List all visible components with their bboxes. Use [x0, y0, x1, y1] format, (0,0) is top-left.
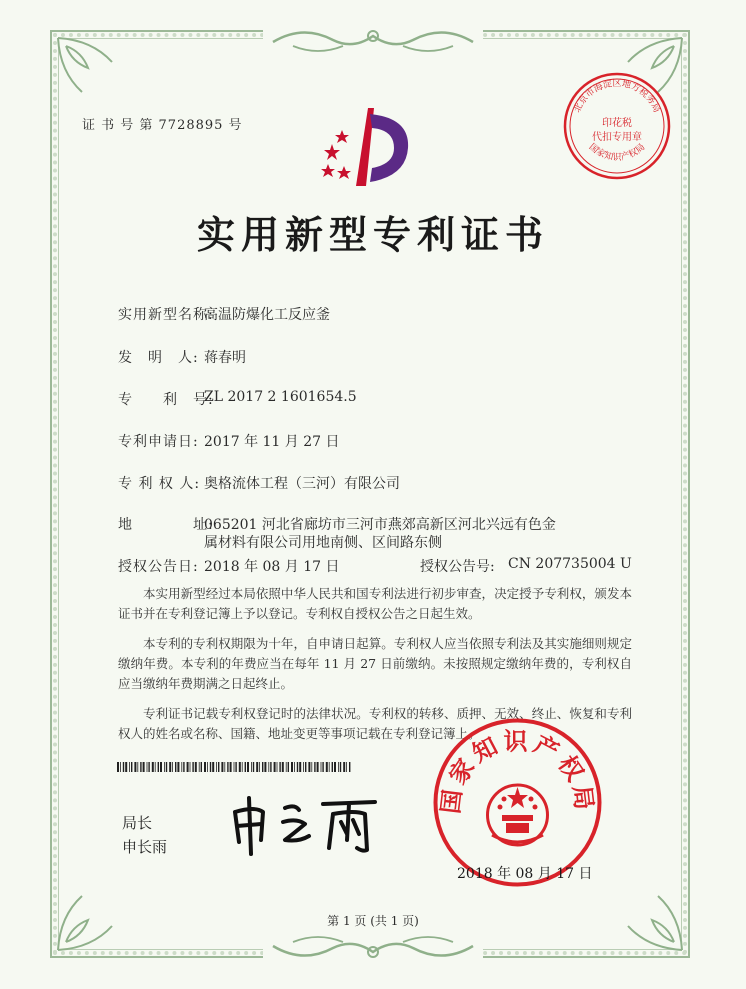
barcode-bar — [164, 762, 165, 772]
barcode-bar — [137, 762, 138, 772]
barcode-bar — [155, 762, 156, 772]
address-label: 地 址: — [118, 517, 214, 533]
barcode-bar — [303, 762, 304, 772]
patent-number-value: ZL 2017 2 1601654.5 — [204, 389, 357, 405]
utility-model-name-value: 高温防爆化工反应釜 — [204, 307, 330, 323]
svg-text:代扣专用章: 代扣专用章 — [592, 132, 642, 143]
barcode-bar — [338, 762, 339, 772]
certificate-number: 证 书 号 第 7728895 号 — [82, 118, 243, 133]
barcode-bar — [166, 762, 167, 772]
utility-model-name-label: 实用新型名称: — [118, 307, 214, 323]
barcode-bar — [329, 762, 330, 772]
svg-text:国家知识产权局: 国家知识产权局 — [586, 142, 648, 163]
barcode-bar — [314, 762, 315, 772]
stamp-duty-seal — [561, 70, 673, 182]
barcode-bar — [317, 762, 319, 772]
barcode-bar — [207, 762, 208, 772]
barcode-bar — [201, 762, 202, 772]
barcode-bar — [227, 762, 228, 772]
grant-date-value: 2018 年 08 月 17 日 — [204, 559, 340, 575]
barcode-bar — [134, 762, 136, 772]
grant-number-label: 授权公告号: — [420, 559, 495, 575]
barcode-bar — [242, 762, 243, 772]
page-number: 第 1 页 (共 1 页) — [327, 914, 419, 928]
barcode-bar — [322, 762, 323, 772]
barcode-bar — [235, 762, 236, 772]
barcode-bar — [311, 762, 312, 772]
barcode-bar — [256, 762, 258, 772]
barcode-bar — [332, 762, 333, 772]
barcode-bar — [117, 762, 119, 772]
barcode-bar — [183, 762, 184, 772]
barcode-bar — [190, 762, 191, 772]
barcode-bar — [152, 762, 154, 772]
barcode-bar — [308, 762, 310, 772]
barcode-bar — [343, 762, 345, 772]
barcode-bar — [195, 762, 197, 772]
barcode-bar — [321, 762, 322, 772]
barcode-bar — [160, 762, 162, 772]
barcode-bar — [288, 762, 289, 772]
barcode-bar — [239, 762, 241, 772]
barcode-bar — [218, 762, 219, 772]
grant-date-label: 授权公告日: — [118, 559, 199, 575]
barcode-bar — [120, 762, 121, 772]
barcode-bar — [262, 762, 263, 772]
barcode-bar — [294, 762, 295, 772]
patentee-label: 专 利 权 人: — [118, 476, 201, 492]
barcode — [117, 762, 352, 772]
barcode-bar — [216, 762, 217, 772]
barcode-bar — [305, 762, 306, 772]
barcode-bar — [199, 762, 200, 772]
address-line-2: 属材料有限公司用地南侧、区间路东侧 — [204, 535, 442, 551]
barcode-bar — [326, 762, 328, 772]
barcode-bar — [282, 762, 284, 772]
barcode-bar — [299, 762, 301, 772]
barcode-bar — [297, 762, 298, 772]
barcode-bar — [291, 762, 293, 772]
barcode-bar — [349, 762, 350, 772]
barcode-bar — [172, 762, 173, 772]
filing-date-value: 2017 年 11 月 27 日 — [204, 434, 340, 450]
barcode-bar — [143, 762, 145, 772]
barcode-bar — [169, 762, 171, 772]
barcode-bar — [177, 762, 179, 772]
statement-paragraph-2: 本专利的专利权期限为十年，自申请日起算。专利权人应当依照专利法及其实施细则规定缴纳年费。本专利的年费应当在每年 11 月 27 日前缴纳。未按照规定缴纳年费的，专利权自应当缴纳年费期满之日起终止。 — [118, 636, 632, 691]
barcode-bar — [286, 762, 287, 772]
barcode-bar — [264, 762, 266, 772]
barcode-bar — [277, 762, 278, 772]
barcode-bar — [210, 762, 211, 772]
barcode-bar — [251, 762, 252, 772]
svg-text:印花税: 印花税 — [602, 118, 632, 129]
svg-text:北京市海淀区地方税务局: 北京市海淀区地方税务局 — [572, 79, 662, 115]
barcode-bar — [181, 762, 182, 772]
barcode-bar — [247, 762, 249, 772]
barcode-bar — [158, 762, 159, 772]
barcode-bar — [279, 762, 280, 772]
barcode-bar — [268, 762, 269, 772]
barcode-bar — [245, 762, 246, 772]
patentee-value: 奥格流体工程（三河）有限公司 — [204, 476, 400, 492]
barcode-bar — [346, 762, 347, 772]
barcode-bar — [230, 762, 232, 772]
official-title: 局长 — [122, 814, 153, 832]
grant-number-value: CN 207735004 U — [508, 556, 632, 572]
cnipa-logo-icon — [318, 104, 418, 194]
statement-paragraph-1: 本实用新型经过本局依照中华人民共和国专利法进行初步审查，决定授予专利权，颁发本证书并在专利登记簿上予以登记。专利权自授权公告之日起生效。 — [118, 586, 632, 621]
certificate-title: 实用新型专利证书 — [196, 213, 549, 257]
barcode-bar — [192, 762, 193, 772]
barcode-bar — [129, 762, 130, 772]
barcode-bar — [131, 762, 132, 772]
inventor-label: 发 明 人: — [118, 350, 199, 366]
statement-paragraph-3: 专利证书记载专利权登记时的法律状况。专利权的转移、质押、无效、终止、恢复和专利权人的姓名或名称、国籍、地址变更等事项记载在专利登记簿上。 — [118, 706, 632, 741]
barcode-bar — [234, 762, 235, 772]
patent-number-label: 专 利 号: — [118, 392, 214, 408]
inventor-value: 蒋春明 — [204, 350, 246, 366]
barcode-bar — [274, 762, 276, 772]
barcode-bar — [259, 762, 260, 772]
barcode-bar — [334, 762, 336, 772]
barcode-bar — [125, 762, 127, 772]
barcode-bar — [340, 762, 341, 772]
seal-date: 2018 年 08 月 17 日 — [457, 866, 593, 882]
handwritten-signature — [225, 790, 385, 860]
barcode-bar — [140, 762, 141, 772]
barcode-bar — [253, 762, 254, 772]
barcode-bar — [148, 762, 149, 772]
filing-date-label: 专利申请日: — [118, 434, 199, 450]
svg-text:国家知识产权局: 国家知识产权局 — [436, 727, 599, 816]
address-line-1: 065201 河北省廊坊市三河市燕郊高新区河北兴远有色金 — [204, 517, 556, 533]
top-scroll-ornament — [263, 22, 483, 62]
barcode-bar — [187, 762, 189, 772]
barcode-bar — [204, 762, 206, 772]
barcode-bar — [224, 762, 225, 772]
bottom-scroll-ornament — [263, 926, 483, 966]
barcode-bar — [221, 762, 223, 772]
barcode-bar — [123, 762, 124, 772]
barcode-bar — [175, 762, 176, 772]
official-name: 申长雨 — [122, 838, 168, 856]
corner-ornament-top-left — [52, 32, 122, 102]
barcode-bar — [270, 762, 271, 772]
barcode-bar — [147, 762, 148, 772]
barcode-bar — [212, 762, 214, 772]
